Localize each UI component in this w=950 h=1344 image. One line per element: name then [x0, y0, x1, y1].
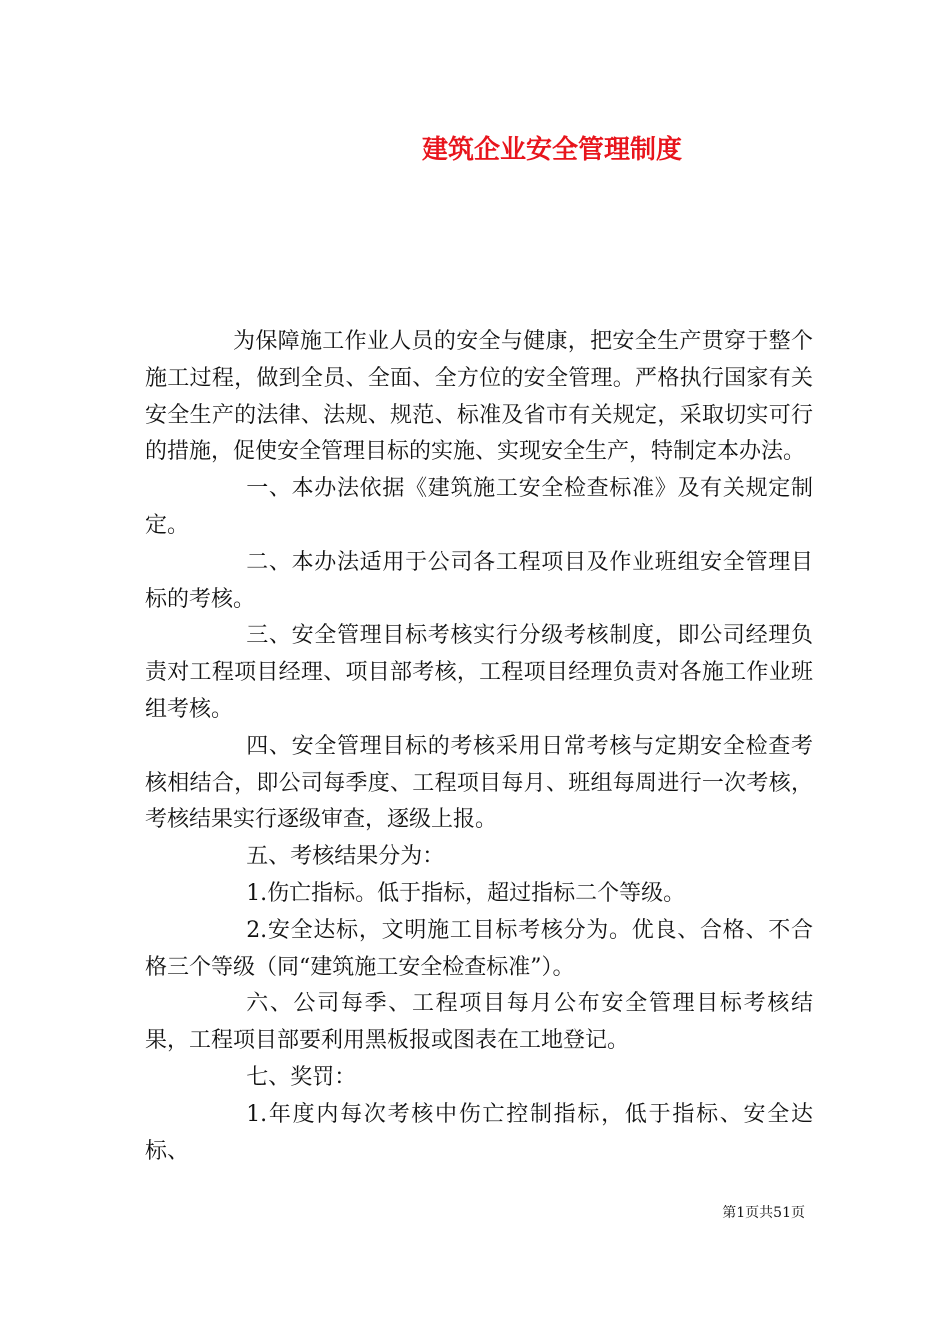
- clause-3: 三、安全管理目标考核实行分级考核制度，即公司经理负责对工程项目经理、项目部考核，工程项目经理负责对各施工作业班组考核。: [145, 623, 813, 722]
- clause-5-item-1: 1.伤亡指标。低于指标，超过指标二个等级。: [246, 880, 686, 906]
- clause-7-item-1: 1.年度内每次考核中伤亡控制指标，低于指标、安全达标、: [145, 1101, 813, 1164]
- document-title: 建筑企业安全管理制度: [421, 135, 682, 165]
- clause-7: 七、奖罚：: [246, 1064, 357, 1090]
- clause-1: 一、本办法依据《建筑施工安全检查标准》及有关规定制定。: [145, 476, 813, 538]
- clause-5-item-2: 2.安全达标，文明施工目标考核分为。优良、合格、不合格三个等级（同“建筑施工安全检查标准”）。: [145, 917, 813, 980]
- page-number: 第1页共51页: [722, 1205, 805, 1221]
- clause-4: 四、安全管理目标的考核采用日常考核与定期安全检查考核相结合，即公司每季度、工程项目每月、班组每周进行一次考核，考核结果实行逐级审查，逐级上报。: [145, 733, 813, 833]
- clause-6: 六、公司每季、工程项目每月公布安全管理目标考核结果，工程项目部要利用黑板报或图表在工地登记。: [145, 991, 813, 1054]
- document-body: [145, 324, 813, 1170]
- clause-5: 五、考核结果分为：: [246, 844, 445, 870]
- intro-paragraph: 为保障施工作业人员的安全与健康，把安全生产贯穿于整个施工过程，做到全员、全面、全方位的安全管理。严格执行国家有关安全生产的法律、法规、规范、标准及省市有关规定，采取切实可行的措施，促使安全管理目标的实施、实现安全生产，特制定本办法。: [145, 329, 813, 465]
- clause-2: 二、本办法适用于公司各工程项目及作业班组安全管理目标的考核。: [145, 549, 813, 612]
